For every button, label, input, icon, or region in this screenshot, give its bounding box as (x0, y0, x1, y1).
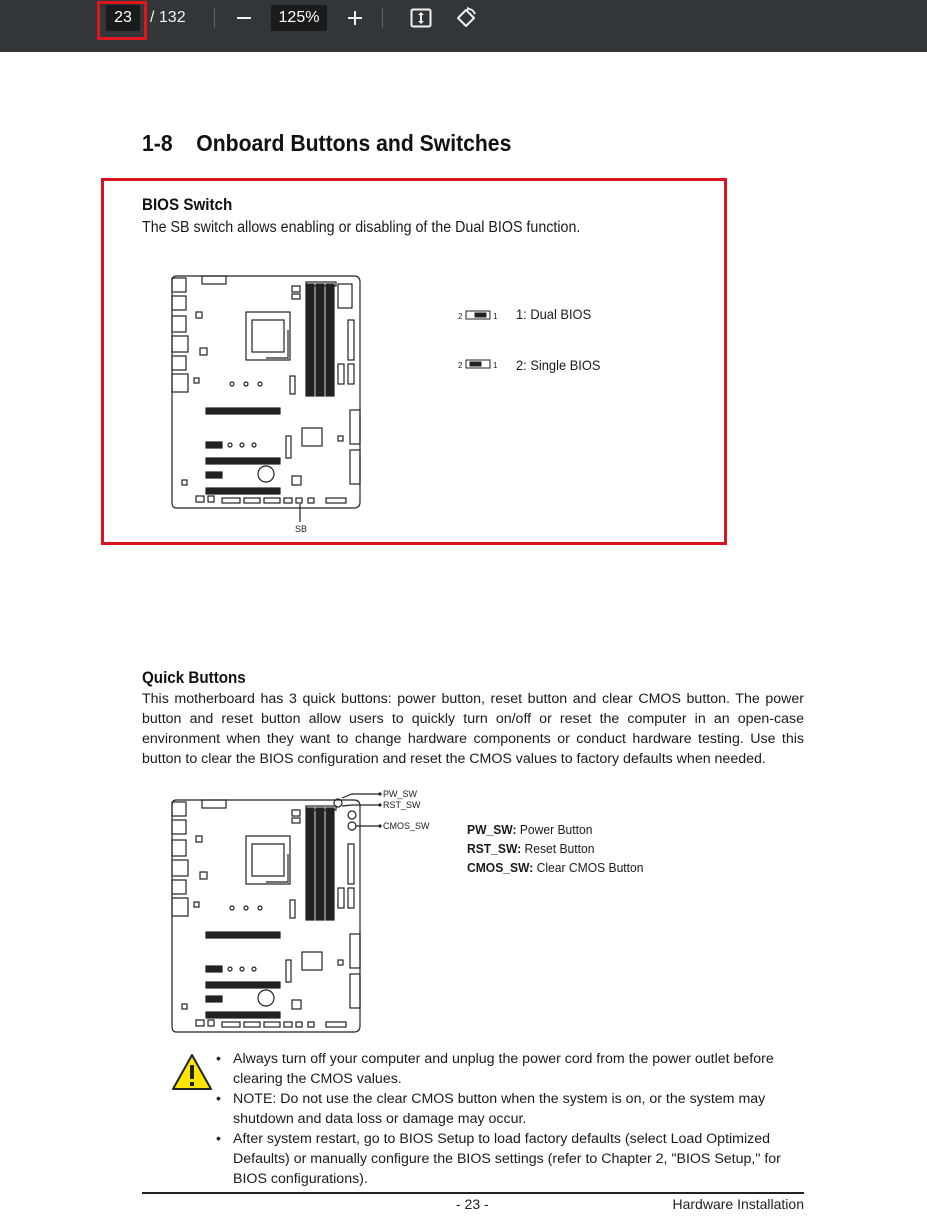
pin-right-label: 1 (493, 312, 498, 321)
page-number-highlight (97, 1, 147, 40)
pin-left-label: 2 (458, 312, 463, 321)
legend-rst-sw (467, 841, 594, 856)
motherboard-diagram-bios (166, 270, 366, 538)
minus-icon[interactable] (232, 6, 256, 30)
legend-key: RST_SW: (467, 841, 522, 856)
bios-switch-heading: BIOS Switch (142, 196, 233, 214)
legend-value: Power Button (516, 822, 593, 837)
pdf-toolbar (0, 0, 927, 52)
section-heading (142, 130, 511, 157)
footer-chapter-title: Hardware Installation (672, 1196, 804, 1212)
warning-item: • Always turn off your computer and unplug the power cord from the power outlet before clearing the CMOS values. (216, 1049, 806, 1089)
dual-bios-option: 1: Dual BIOS (516, 306, 592, 322)
warning-item: • After system restart, go to BIOS Setup to load factory defaults (select Load Optimized Defaults) or manually configure the BIOS settings (refer to Chapter 2, "BIOS Setup," for BIOS configurations). (216, 1129, 806, 1189)
sb-connector-label: SB (295, 524, 308, 534)
section-number: 1-8 (142, 130, 173, 156)
pin-left-label: 2 (458, 361, 463, 370)
legend-cmos-sw (467, 860, 643, 875)
section-title: Onboard Buttons and Switches (196, 130, 512, 156)
footer-page-number: - 23 - (456, 1196, 489, 1212)
legend-pw-sw (467, 822, 592, 837)
single-bios-option: 2: Single BIOS (516, 357, 601, 373)
page-total: / 132 (150, 9, 186, 26)
toolbar-divider (382, 8, 383, 28)
pin-right-label: 1 (493, 361, 498, 370)
warning-item: • NOTE: Do not use the clear CMOS button when the system is on, or the system may shutdown and data loss or damage may occur. (216, 1089, 806, 1129)
warning-list (216, 1049, 806, 1189)
footer-divider (142, 1192, 804, 1194)
zoom-level-input[interactable]: 125% (271, 5, 327, 31)
pw-sw-callout: PW_SW (383, 789, 418, 799)
quick-buttons-heading: Quick Buttons (142, 669, 246, 687)
bios-switch-positions (456, 307, 502, 375)
rotate-icon[interactable] (454, 6, 478, 30)
legend-value: Clear CMOS Button (533, 860, 644, 875)
fit-to-page-icon[interactable] (409, 6, 433, 30)
motherboard-diagram-quick-buttons (166, 786, 436, 1034)
legend-value: Reset Button (521, 841, 595, 856)
legend-key: PW_SW: (467, 822, 517, 837)
legend-key: CMOS_SW: (467, 860, 534, 875)
cmos-sw-callout: CMOS_SW (383, 821, 430, 831)
toolbar-divider (214, 8, 215, 28)
plus-icon[interactable] (343, 6, 367, 30)
warning-triangle-icon (170, 1052, 214, 1092)
quick-buttons-paragraph: This motherboard has 3 quick buttons: power button, reset button and clear CMOS button. The power button and reset button allow users to quickly turn on/off or reset the computer in an open-case environment when they want to change hardware components or conduct hardware testing. Use this button to clear the BIOS configuration and reset the CMOS values to factory defaults when needed. (142, 691, 804, 767)
page-number-input[interactable]: 23 (106, 5, 140, 31)
bios-switch-description: The SB switch allows enabling or disabling of the Dual BIOS function. (142, 219, 581, 236)
rst-sw-callout: RST_SW (383, 800, 421, 810)
